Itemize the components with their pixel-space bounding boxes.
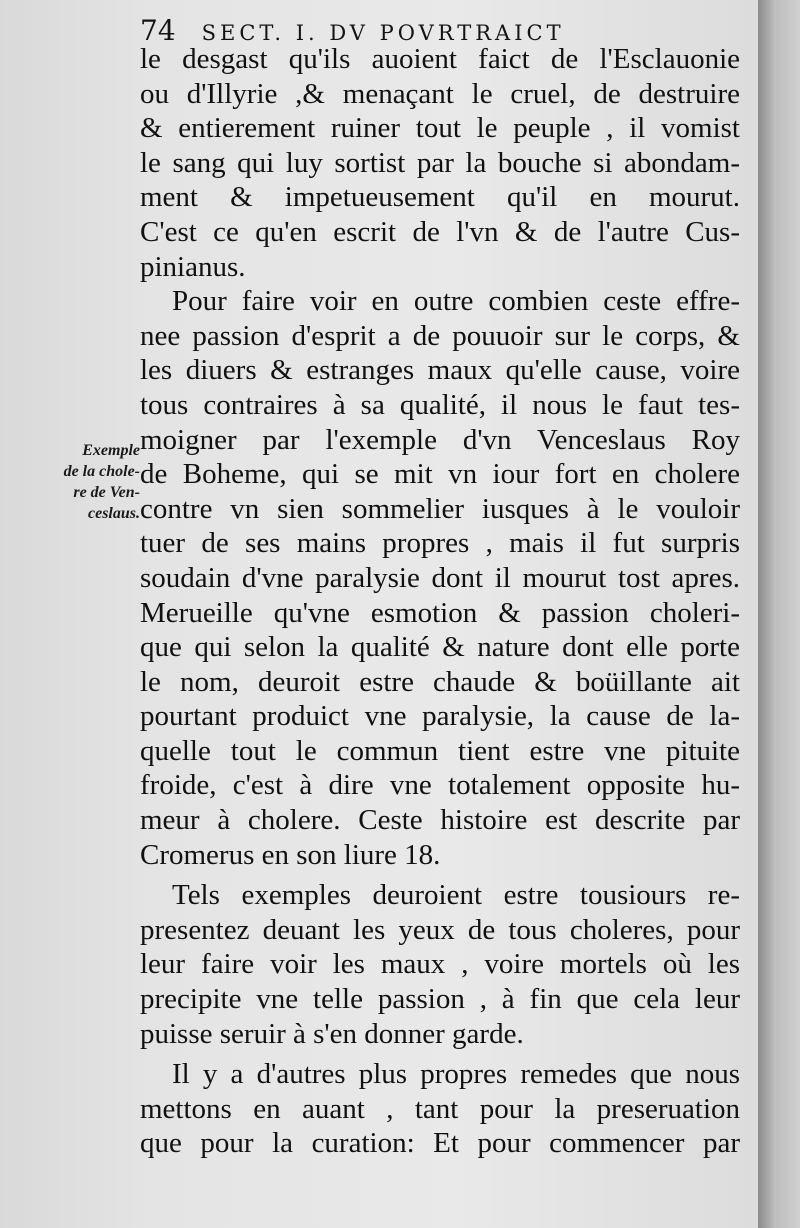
text-line: ment & impetueusement qu'il en mourut. xyxy=(140,181,740,214)
text-line: & entierement ruiner tout le peuple , il vomist xyxy=(140,112,740,145)
text-line: C'est ce qu'en escrit de l'vn & de l'autre Cus- xyxy=(140,215,740,248)
text-line: pourtant produict vne paralysie, la cause de la- xyxy=(140,700,740,733)
text-line: nee passion d'esprit a de pouuoir sur le corps, & xyxy=(140,319,740,352)
margin-note-line: re de Ven- xyxy=(73,484,140,501)
text-line: le desgast qu'ils auoient faict de l'Esclauonie xyxy=(140,43,740,75)
text-line: Tels exemples deuroient estre tousiours re- xyxy=(172,879,740,912)
text-line: tous contraires à sa qualité, il nous le faut tes- xyxy=(140,388,740,421)
margin-note xyxy=(22,440,140,524)
text-line: contre vn sien sommelier iusques à le vouloir xyxy=(140,492,740,525)
page-gutter xyxy=(758,0,800,1228)
text-line: ou d'Illyrie ,& menaçant le cruel, de destruire xyxy=(140,77,740,110)
text-line: que qui selon la qualité & nature dont elle porte xyxy=(140,631,740,664)
text-line: meur à cholere. Ceste histoire est descrite par xyxy=(140,804,740,837)
text-line: que pour la curation: Et pour commencer par xyxy=(140,1127,740,1160)
text-line: de Boheme, qui se mit vn iour fort en cholere xyxy=(140,458,740,491)
text-line: soudain d'vne paralysie dont il mourut tost apres. xyxy=(140,561,740,594)
margin-note-line: ceslaus. xyxy=(88,505,140,522)
text-line: quelle tout le commun tient estre vne pituite xyxy=(140,734,740,767)
text-line: Il y a d'autres plus propres remedes que nous xyxy=(172,1058,740,1091)
text-line: Pour faire voir en outre combien ceste effre- xyxy=(172,285,740,318)
text-line: mettons en auant , tant pour la preseruation xyxy=(140,1092,740,1125)
text-line: presentez deuant les yeux de tous choleres, pour xyxy=(140,913,740,946)
text-line: precipite vne telle passion , à fin que cela leur xyxy=(140,983,740,1016)
running-head: SECT. I. DV POVRTRAICT xyxy=(201,21,565,45)
body-text xyxy=(140,42,740,1161)
page-number: 74 xyxy=(140,14,176,47)
text-line: tuer de ses mains propres , mais il fut surpris xyxy=(140,527,740,560)
text-line: le nom, deuroit estre chaude & boüillante ait xyxy=(140,665,740,698)
text-line: Merueille qu'vne esmotion & passion choleri- xyxy=(140,596,740,629)
text-line: leur faire voir les maux , voire mortels où les xyxy=(140,948,740,981)
margin-note-line: de la chole- xyxy=(63,463,140,480)
text-line: les diuers & estranges maux qu'elle cause, voire xyxy=(140,354,740,387)
text-line: froide, c'est à dire vne totalement opposite hu- xyxy=(140,769,740,802)
margin-note-line: Exemple xyxy=(82,442,140,459)
text-line: le sang qui luy sortist par la bouche si abondam- xyxy=(140,146,740,179)
text-line: Cromerus en son liure 18. xyxy=(140,838,441,871)
text-line: puisse seruir à s'en donner garde. xyxy=(140,1017,524,1050)
text-line: moigner par l'exemple d'vn Venceslaus Roy xyxy=(140,423,740,456)
text-line: pinianus. xyxy=(140,250,246,283)
